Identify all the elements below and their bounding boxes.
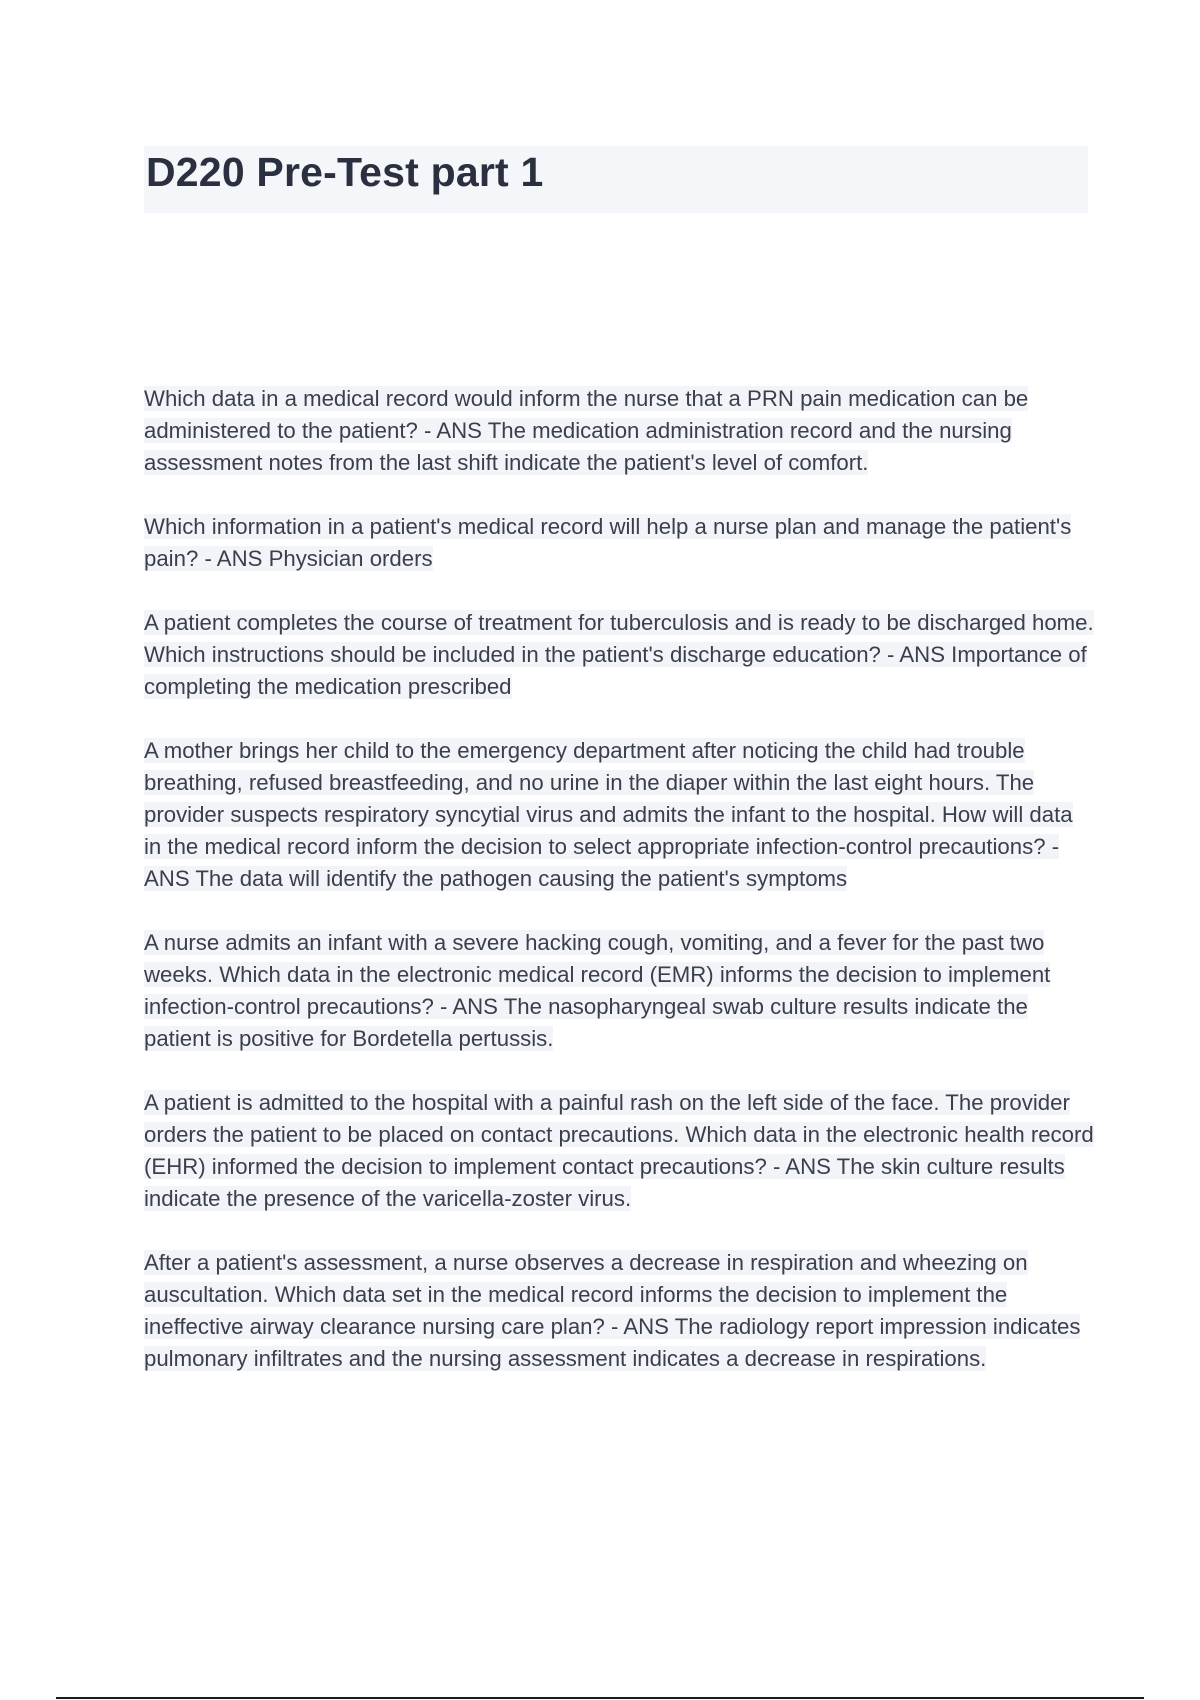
qa-item	[144, 607, 1094, 703]
qa-item	[144, 511, 1094, 575]
qa-text: A patient completes the course of treatment for tuberculosis and is ready to be discharged home. Which instructions should be included in the patient's discharge education? - ANS Importance of completing the medication prescribed	[144, 610, 1094, 699]
qa-item	[144, 383, 1094, 479]
qa-item	[144, 735, 1094, 895]
qa-item	[144, 927, 1094, 1055]
qa-list	[144, 383, 1094, 1407]
qa-text: Which data in a medical record would inform the nurse that a PRN pain medication can be administered to the patient? - ANS The medication administration record and the nursing assessment notes from the last shift indicate the patient's level of comfort.	[144, 386, 1029, 475]
qa-text: Which information in a patient's medical record will help a nurse plan and manage the patient's pain? - ANS Physician orders	[144, 514, 1072, 571]
qa-text: A mother brings her child to the emergency department after noticing the child had trouble breathing, refused breastfeeding, and no urine in the diaper within the last eight hours. The provider suspects respiratory syncytial virus and admits the infant to the hospital. How will data in the medical record inform the decision to select appropriate infection-control precautions? - ANS The data will identify the pathogen causing the patient's symptoms	[144, 738, 1073, 891]
qa-text: A nurse admits an infant with a severe hacking cough, vomiting, and a fever for the past two weeks. Which data in the electronic medical record (EMR) informs the decision to implement infection-control precautions? - ANS The nasopharyngeal swab culture results indicate the patient is positive for Bordetella pertussis.	[144, 930, 1051, 1051]
document-title: D220 Pre-Test part 1	[146, 149, 544, 195]
qa-text: A patient is admitted to the hospital with a painful rash on the left side of the face. The provider orders the patient to be placed on contact precautions. Which data in the electronic health record (EHR) informed the decision to implement contact precautions? - ANS The skin culture results indicate the presence of the varicella-zoster virus.	[144, 1090, 1094, 1211]
qa-text: After a patient's assessment, a nurse observes a decrease in respiration and wheezing on auscultation. Which data set in the medical record informs the decision to implement the ineffective airway clearance nursing care plan? - ANS The radiology report impression indicates pulmonary infiltrates and the nursing assessment indicates a decrease in respirations.	[144, 1250, 1081, 1371]
qa-item	[144, 1087, 1094, 1215]
footer-rule	[56, 1697, 1144, 1699]
qa-item	[144, 1247, 1094, 1375]
